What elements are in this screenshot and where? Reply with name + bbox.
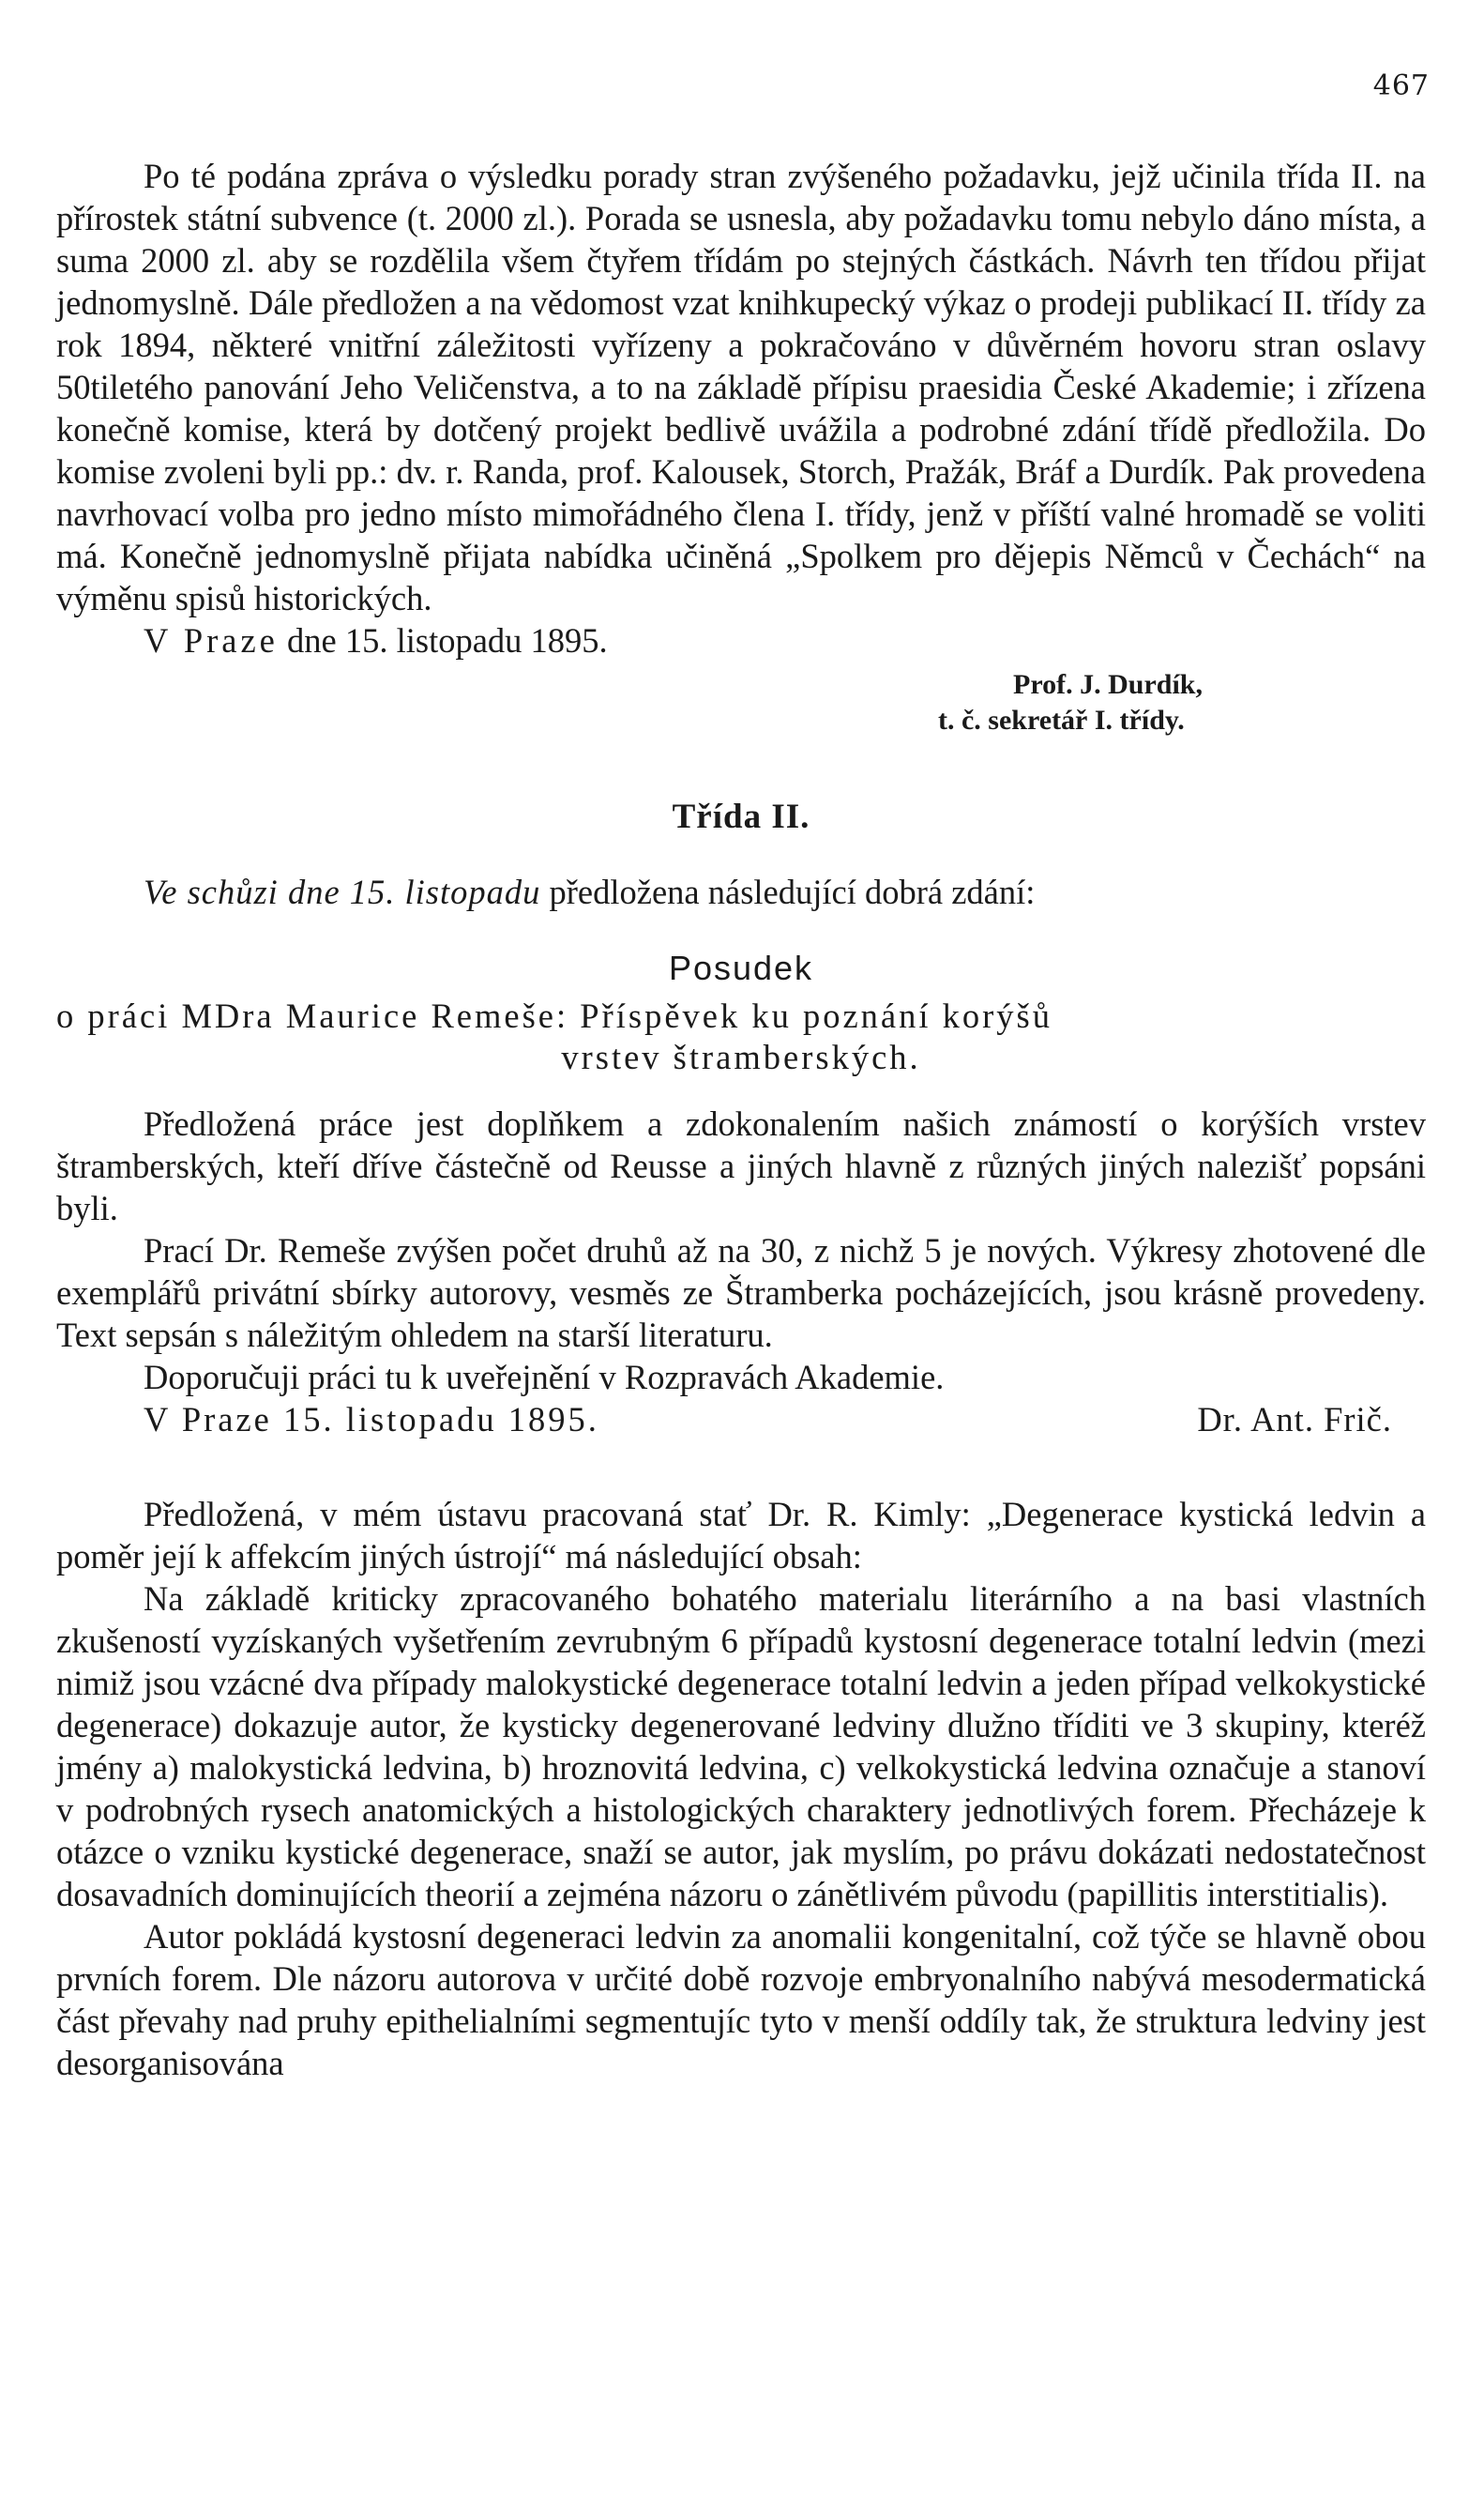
session-text: předložena následující dobrá zdání: xyxy=(549,873,1036,911)
kimla-paragraph-1: Předložená, v mém ústavu pracovaná stať Dr. R. Kimly: „Degenerace kystická ledvin a poměr její k affekcím jiných ústrojí“ má následující obsah: xyxy=(56,1495,1426,1576)
date-place: V Praze xyxy=(144,621,279,660)
section-title: Třída II. xyxy=(672,798,810,836)
class1-date-line xyxy=(56,619,1426,662)
review-signature-row xyxy=(56,1398,1426,1440)
date-text: dne 15. listopadu 1895. xyxy=(287,621,608,660)
kimla-paragraph-3: Autor pokládá kystosní degeneraci ledvin za anomalii kongenitalní, což týče se hlavně obou prvních forem. Dle názoru autorova v určité době rozvoje embryonalního nabývá mesodermatická část převahy nad pruhy epithelialními segmentujíc tyto v menší oddíly tak, že struktura ledviny jest desorganisována xyxy=(56,1917,1426,2082)
review-heading: Posudek xyxy=(668,949,814,987)
text-column xyxy=(56,155,1426,2084)
page-number: 467 xyxy=(1372,69,1430,102)
signature-name: Prof. J. Durdík, xyxy=(1013,669,1203,700)
review-paragraph-3: Doporučuji práci tu k uveřejnění v Rozpravách Akademie. xyxy=(144,1358,945,1396)
review-date: V Praze 15. listopadu 1895. xyxy=(144,1400,599,1439)
review-paragraph-2: Prací Dr. Remeše zvýšen počet druhů až na 30, z nichž 5 je nových. Výkresy zhotovené dle exemplářů privátní sbírky autorovy, vesměs ze Štramberka pocházejících, jsou krásně provedeny. Text sepsán s náležitým ohledem na starší literaturu. xyxy=(56,1231,1426,1354)
kimla-paragraph-2: Na základě kriticky zpracovaného bohatého materialu literárního a na basi vlastních zkušeností vyzískaných vyšetřením zevrubným 6 případů kystosní degenerace totalní ledvin (mezi nimiž jsou vzácné dva případy malokystické degenerace totalní ledvin a jeden případ velkokystické degenerace) dokazuje autor, že kysticky degenerované ledviny dlužno tříditi ve 3 skupiny, kteréž jmény a) malokystická ledvina, b) hroznovitá ledvina, c) velkokystická ledvina označuje a stanoví v podrobných rysech anatomických a histologických charaktery jednotlivých forem. Přecházeje k otázce o vzniku kystické degenerace, snaží se autor, jak myslím, po právu dokázati nedostatečnost dosavadních dominujících theorií a zejména názoru o zánětlivém původu (papillitis interstitialis). xyxy=(56,1579,1426,1913)
review-title-line-1: o práci MDra Maurice Remeše: Příspěvek ku poznání korýšů xyxy=(56,997,1053,1035)
session-date: Ve schůzi dne 15. listopadu xyxy=(144,873,541,911)
review-signer: Dr. Ant. Frič. xyxy=(1197,1400,1392,1439)
signature-role: t. č. sekretář I. třídy. xyxy=(938,705,1185,736)
review-paragraph-1: Předložená práce jest doplňkem a zdokonalením našich známostí o korýších vrstev štramberských, kteří dříve částečně od Reusse a jiných hlavně z různých jiných nalezišť popsáni byli. xyxy=(56,1104,1426,1227)
class1-report-paragraph: Po té podána zpráva o výsledku porady stran zvýšeného požadavku, jejž učinila třída II. na přírostek státní subvence (t. 2000 zl.). Porada se usnesla, aby požadavku tomu nebylo dáno místa, a suma 2000 zl. aby se rozdělila všem čtyřem třídám po stejných částkách. Návrh ten třídou přijat jednomyslně. Dále předložen a na vědomost vzat knihkupecký výkaz o prodeji publikací II. třídy za rok 1894, některé vnitřní záležitosti vyřízeny a pokračováno v důvěrném hovoru stran oslavy 50tiletého panování Jeho Veličenstva, a to na základě přípisu praesidia České Akademie; i zřízena konečně komise, která by dotčený projekt bedlivě uvážila a podrobné zdání třídě předložila. Do komise zvoleni byli pp.: dv. r. Randa, prof. Kalousek, Storch, Pražák, Bráf a Durdík. Pak provedena navrhovací volba pro jedno místo mimořádného člena I. třídy, jenž v příští valné hromadě se voliti má. Konečně jednomyslně přijata nabídka učiněná „Spolkem pro dějepis Němců v Čechách“ na výměnu spisů historických. xyxy=(56,157,1426,617)
review-title-line-2: vrstev štramberských. xyxy=(561,1038,921,1076)
session-line xyxy=(56,871,1426,913)
